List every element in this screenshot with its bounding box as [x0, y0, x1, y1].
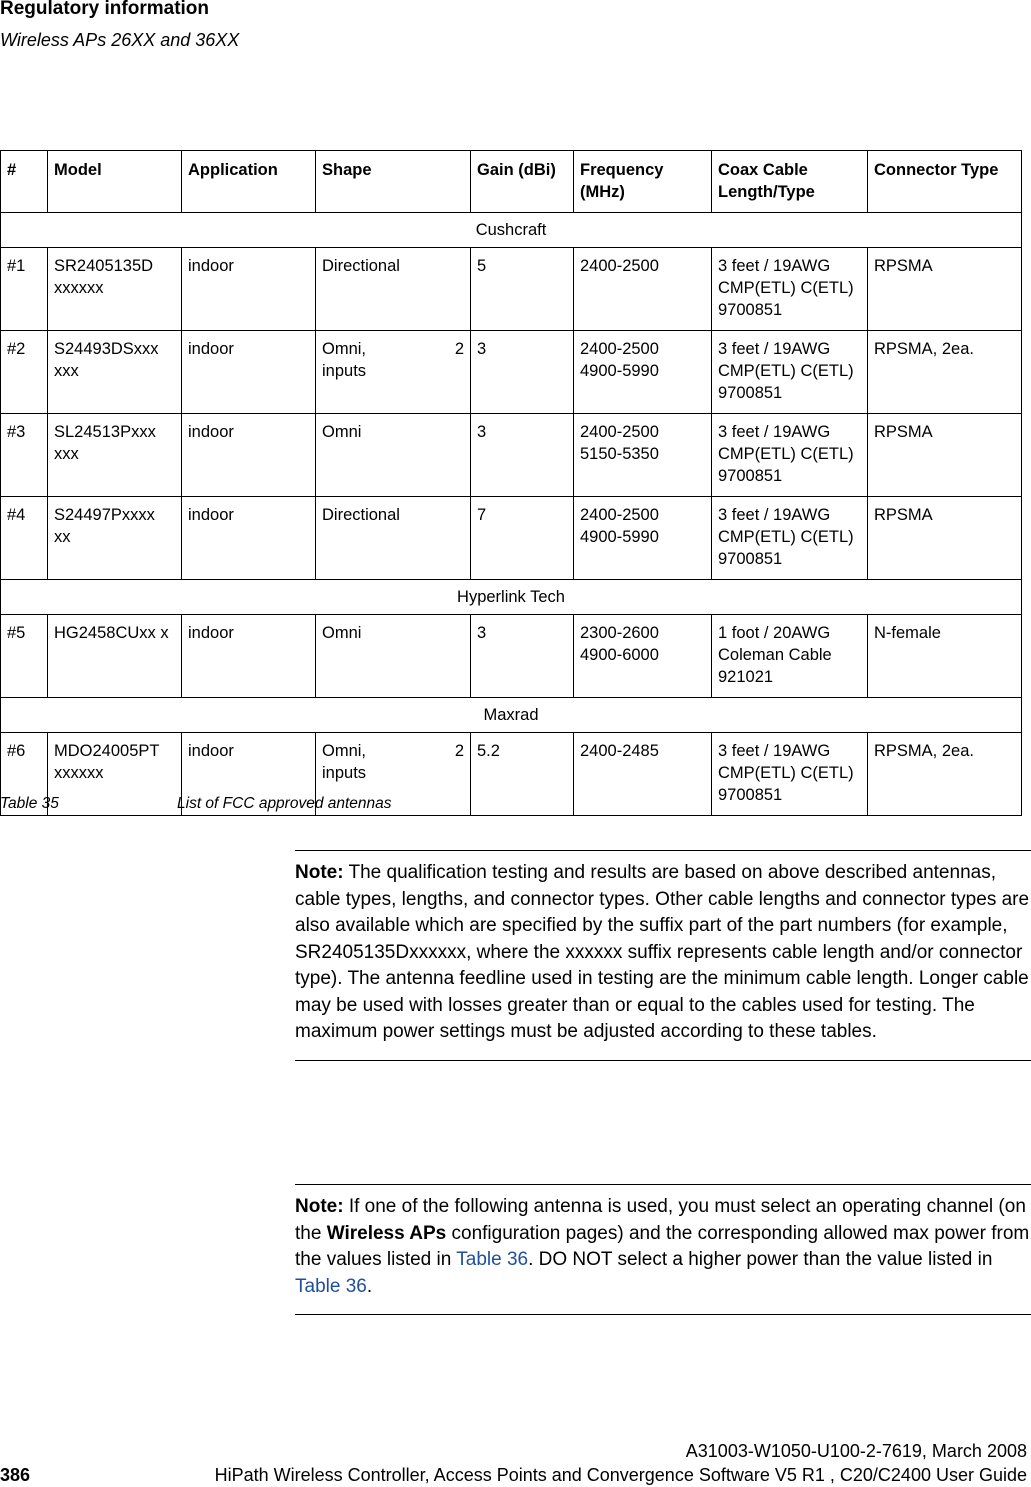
table-row	[1, 733, 1022, 816]
cell-application: indoor	[182, 497, 316, 580]
section-subtitle: Wireless APs 26XX and 36XX	[0, 30, 240, 50]
column-header: Application	[182, 151, 316, 213]
note-body: If one of the following antenna is used, you must select an operating channel (on the	[295, 1196, 1026, 1244]
cell-num: #3	[1, 414, 48, 497]
cell-num: #1	[1, 248, 48, 331]
cell-shape	[316, 331, 471, 414]
cell-model: S24497Pxxxx xx	[48, 497, 182, 580]
cell-model: SL24513Pxxx xxx	[48, 414, 182, 497]
table-36-link[interactable]: Table 36	[456, 1249, 529, 1270]
divider	[295, 1060, 1031, 1061]
table-row	[1, 615, 1022, 698]
cell-application: indoor	[182, 248, 316, 331]
shape-count: 2	[454, 340, 464, 358]
cell-shape: Omni	[316, 414, 471, 497]
shape-inputs: inputs	[322, 764, 367, 782]
cell-cable: 1 foot / 20AWG Coleman Cable 921021	[712, 615, 868, 698]
column-header: Shape	[316, 151, 471, 213]
cell-connector: RPSMA, 2ea.	[868, 331, 1022, 414]
antenna-table	[0, 150, 1022, 816]
note-box	[295, 1184, 1031, 1315]
table-caption-number: Table 35	[0, 795, 59, 812]
cell-shape: Directional	[316, 497, 471, 580]
column-header: Model	[48, 151, 182, 213]
column-header: Frequency (MHz)	[574, 151, 712, 213]
cell-num: #4	[1, 497, 48, 580]
footer-title: HiPath Wireless Controller, Access Points and Convergence Software V5 R1 , C20/C2400 User Guide	[214, 1465, 1027, 1485]
cell-cable: 3 feet / 19AWG CMP(ETL) C(ETL) 9700851	[712, 733, 868, 816]
note-body: configuration pages) and the corresponding allowed max power from the values listed in	[295, 1222, 1030, 1270]
vendor-group-row: Maxrad	[1, 698, 1022, 733]
cell-num: #5	[1, 615, 48, 698]
note-body: .	[366, 1275, 373, 1297]
table-row	[1, 331, 1022, 414]
cell-num: #6	[1, 733, 48, 816]
cell-frequency: 2400-2500	[574, 248, 712, 331]
footer-doc-id: A31003-W1050-U100-2-7619, March 2008	[685, 1441, 1027, 1461]
cell-gain: 5	[471, 248, 574, 331]
cell-frequency: 2400-2500 4900-5990	[574, 331, 712, 414]
shape-inputs: inputs	[322, 362, 367, 380]
cell-model: SR2405135D xxxxxx	[48, 248, 182, 331]
cell-connector: N-female	[868, 615, 1022, 698]
note-body: . DO NOT select a higher power than the value listed in	[528, 1249, 993, 1270]
table-caption-text: List of FCC approved antennas	[177, 795, 392, 812]
cell-frequency: 2400-2500 4900-5990	[574, 497, 712, 580]
table-row	[1, 414, 1022, 497]
column-header: Coax Cable Length/Type	[712, 151, 868, 213]
cell-application: indoor	[182, 331, 316, 414]
cell-cable: 3 feet / 19AWG CMP(ETL) C(ETL) 9700851	[712, 331, 868, 414]
shape-text: Omni,	[322, 742, 367, 760]
note-box	[295, 850, 1031, 1061]
page-number: 386	[0, 1465, 31, 1485]
table-row	[1, 248, 1022, 331]
cell-application: indoor	[182, 615, 316, 698]
shape-count: 2	[454, 742, 464, 760]
column-header: #	[1, 151, 48, 213]
cell-gain: 7	[471, 497, 574, 580]
cell-cable: 3 feet / 19AWG CMP(ETL) C(ETL) 9700851	[712, 248, 868, 331]
cell-gain: 3	[471, 615, 574, 698]
note-body: The qualification testing and results are based on above described antennas, cable types, lengths, and connector types. Other cable lengths and connector types are also available which are specified by the suffix part of the part numbers (for example, SR2405135Dxxxxxx, where the xxxxxx suffix represents cable length and/or connector type). The antenna feedline used in testing are the minimum cable length. Longer cable may be used with losses greater than or equal to the cables used for testing. The maximum power settings must be adjusted according to these tables.	[295, 862, 1030, 1042]
table-header-row	[1, 151, 1022, 213]
section-title: Regulatory information	[0, 0, 210, 19]
cell-shape: Omni	[316, 615, 471, 698]
cell-model: S24493DSxxx xxx	[48, 331, 182, 414]
cell-num: #2	[1, 331, 48, 414]
divider	[295, 1314, 1031, 1315]
cell-gain: 3	[471, 331, 574, 414]
note-label: Note:	[295, 1196, 344, 1217]
cell-connector: RPSMA, 2ea.	[868, 733, 1022, 816]
cell-connector: RPSMA	[868, 414, 1022, 497]
note-text	[295, 851, 1031, 1060]
cell-application: indoor	[182, 733, 316, 816]
cell-model: MDO24005PT xxxxxx	[48, 733, 182, 816]
column-header: Gain (dBi)	[471, 151, 574, 213]
cell-shape: Directional	[316, 248, 471, 331]
cell-connector: RPSMA	[868, 497, 1022, 580]
cell-frequency: 2400-2500 5150-5350	[574, 414, 712, 497]
cell-model: HG2458CUxx x	[48, 615, 182, 698]
cell-gain: 3	[471, 414, 574, 497]
ui-term: Wireless APs	[326, 1222, 447, 1244]
shape-text: Omni,	[322, 340, 367, 358]
vendor-group-row: Cushcraft	[1, 213, 1022, 248]
table-row	[1, 497, 1022, 580]
cell-application: indoor	[182, 414, 316, 497]
note-label: Note:	[295, 862, 344, 883]
table-36-link[interactable]: Table 36	[295, 1275, 367, 1297]
cell-connector: RPSMA	[868, 248, 1022, 331]
cell-cable: 3 feet / 19AWG CMP(ETL) C(ETL) 9700851	[712, 497, 868, 580]
cell-frequency: 2300-2600 4900-6000	[574, 615, 712, 698]
column-header: Connector Type	[868, 151, 1022, 213]
cell-gain: 5.2	[471, 733, 574, 816]
vendor-group-row: Hyperlink Tech	[1, 580, 1022, 615]
note-text	[295, 1185, 1031, 1314]
cell-cable: 3 feet / 19AWG CMP(ETL) C(ETL) 9700851	[712, 414, 868, 497]
cell-frequency: 2400-2485	[574, 733, 712, 816]
